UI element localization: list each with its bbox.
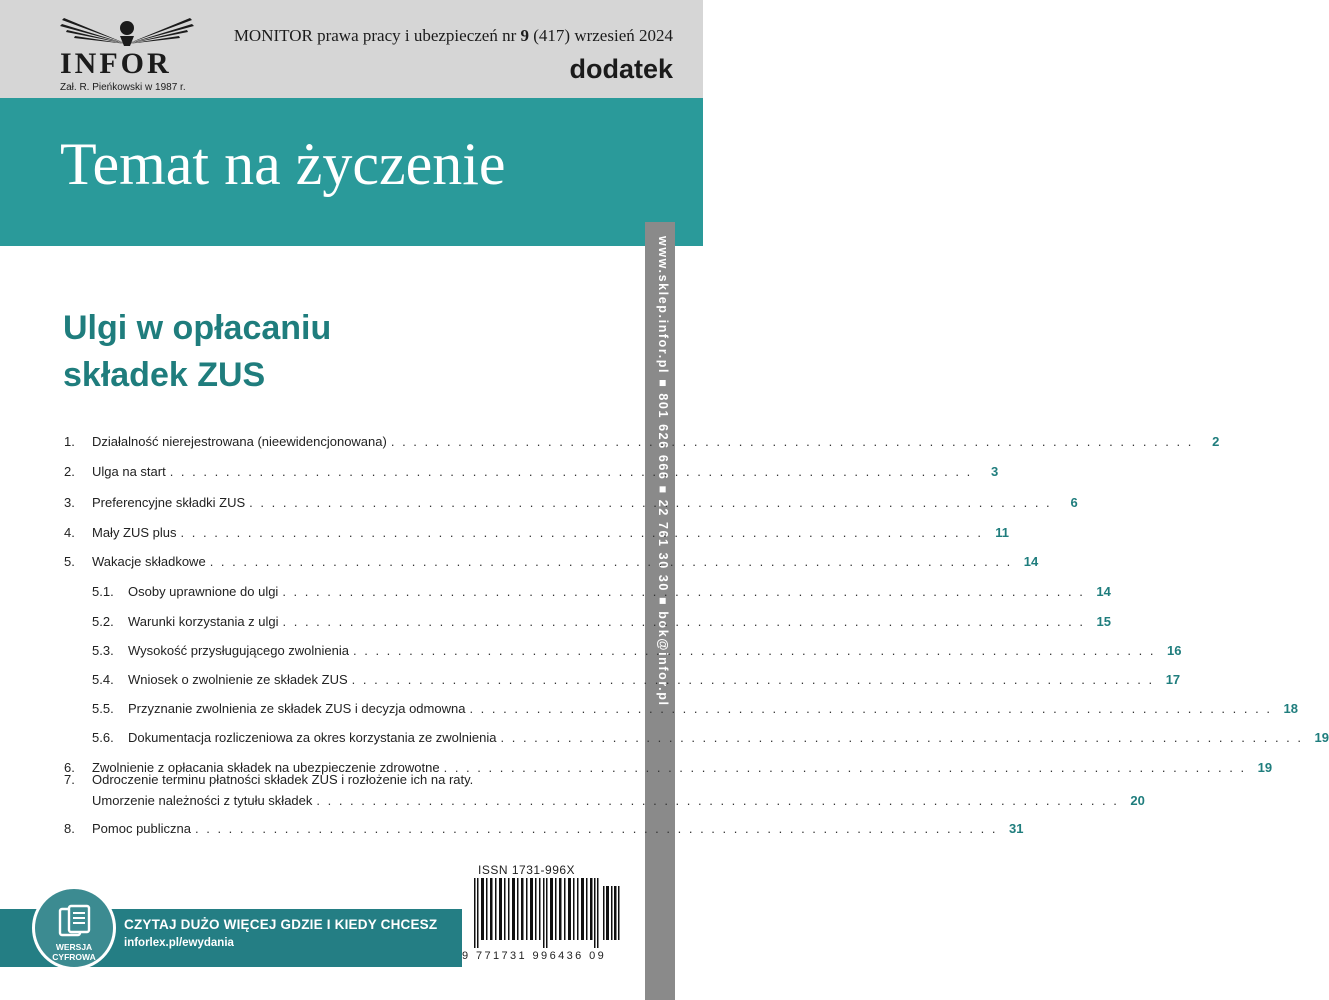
subject-title (63, 305, 331, 399)
issue-prefix: MONITOR prawa pracy i ubezpieczeń nr (233, 26, 521, 45)
toc-leader: . . . . . . . . . . . . . . . . . . . . . . . . . . . . . . . . . . . . . . . . . . . . . . . . . . . . . . . . . . . . . . . . . . . . . . . . (500, 730, 1304, 745)
toc-leader: . . . . . . . . . . . . . . . . . . . . . . . . . . . . . . . . . . . . . . . . . . . . . . . . . . . . . . . . . . . . . . . . . . . . . . . . (169, 464, 973, 479)
toc-label: Preferencyjne składki ZUS (92, 495, 246, 510)
banner-headline: CZYTAJ DUŻO WIĘCEJ GDZIE I KIEDY CHCESZ (124, 917, 438, 932)
toc-leader: . . . . . . . . . . . . . . . . . . . . . . . . . . . . . . . . . . . . . . . . . . . . . . . . . . . . . . . . . . . . . . . . . . . . . . . . (209, 554, 1013, 569)
toc-page: 20 (1130, 793, 1145, 808)
logo-text: INFOR (60, 47, 172, 80)
issn-number: ISSN 1731-996X (478, 863, 576, 877)
toc-leader: . . . . . . . . . . . . . . . . . . . . . . . . . . . . . . . . . . . . . . . . . . . . . . . . . . . . . . . . . . . . . . . . . . . . . . . . (249, 495, 1052, 510)
toc-number: 1. (64, 434, 75, 449)
toc-label: Dokumentacja rozliczeniowa za okres korzystania ze zwolnienia (128, 730, 497, 745)
toc-page: 16 (1167, 643, 1182, 658)
tablet-icon (57, 905, 93, 937)
toc-number: 5.5. (92, 701, 114, 716)
toc-leader: . . . . . . . . . . . . . . . . . . . . . . . . . . . . . . . . . . . . . . . . . . . . . . . . . . . . . . . . . . . . . . . . . . . . . . . . (351, 672, 1155, 687)
toc-leader: . . . . . . . . . . . . . . . . . . . . . . . . . . . . . . . . . . . . . . . . . . . . . . . . . . . . . . . . . . . . . . . . . . . . . . . . (282, 614, 1086, 629)
digital-version-badge[interactable] (32, 886, 116, 970)
toc-label: Działalność nierejestrowana (nieewidencjonowana) (92, 434, 387, 449)
toc-page: 17 (1165, 672, 1181, 687)
toc-number: 5.1. (92, 584, 114, 599)
toc-page: 6 (1070, 495, 1078, 510)
toc-subitem[interactable] (64, 643, 1182, 661)
toc-label-line-1: Odroczenie terminu płatności składek ZUS i rozłożenie ich na raty. (92, 772, 474, 787)
toc-label: Wakacje składkowe (92, 554, 206, 569)
toc-number: 8. (64, 821, 75, 836)
toc-leader: . . . . . . . . . . . . . . . . . . . . . . . . . . . . . . . . . . . . . . . . . . . . . . . . . . . . . . . . . . . . . . . . . . . . . . . . (195, 821, 998, 836)
toc-number: 5.3. (92, 643, 114, 658)
toc-number: 3. (64, 495, 75, 510)
toc-label: Pomoc publiczna (92, 821, 191, 836)
toc-number: 6. (64, 760, 75, 775)
toc-subitem[interactable] (64, 584, 1111, 602)
toc-number: 5.4. (92, 672, 114, 687)
toc-number: 4. (64, 525, 75, 540)
toc-label: Umorzenie należności z tytułu składek (92, 793, 313, 808)
subject-line-1: Ulgi w opłacaniu (63, 309, 332, 347)
barcode (472, 878, 622, 948)
banner-link[interactable]: inforlex.pl/ewydania (124, 937, 234, 949)
supplement-label: dodatek (569, 54, 673, 84)
wings-icon (52, 14, 202, 48)
badge-line-1: WERSJA (55, 942, 93, 952)
toc-page: 11 (995, 525, 1010, 540)
toc-item[interactable] (64, 434, 1220, 452)
side-contact-text: www.sklep.infor.pl ■ 801 626 666 ■ 22 761 30 30 ■ bok@infor.pl (656, 236, 670, 707)
toc-label: Zwolnienie z opłacania składek na ubezpieczenie zdrowotne (92, 760, 440, 775)
toc-page: 14 (1096, 584, 1111, 599)
issue-number: 9 (520, 26, 529, 45)
toc-page: 31 (1009, 821, 1024, 836)
toc-page: 2 (1212, 434, 1220, 449)
toc-number: 5.2. (92, 614, 114, 629)
toc-leader: . . . . . . . . . . . . . . . . . . . . . . . . . . . . . . . . . . . . . . . . . . . . . . . . . . . . . . . . . . . . . . . . . . . . . . . . (469, 701, 1272, 716)
toc-item[interactable] (64, 821, 1024, 839)
badge-line-2: CYFROWA (52, 952, 96, 962)
toc-leader: . . . . . . . . . . . . . . . . . . . . . . . . . . . . . . . . . . . . . . . . . . . . . . . . . . . . . . . . . . . . . . . . . . . . . . . . (390, 434, 1194, 449)
toc-item[interactable] (64, 525, 1010, 543)
toc-page: 18 (1283, 701, 1298, 716)
logo-subtitle: Zał. R. Pieńkowski w 1987 r. (60, 82, 186, 93)
toc-label: Warunki korzystania z ulgi (128, 614, 279, 629)
toc-label: Przyznanie zwolnienia ze składek ZUS i decyzja odmowna (128, 701, 466, 716)
toc-page: 3 (990, 464, 999, 479)
badge-text (35, 942, 113, 962)
toc-number: 5. (64, 554, 75, 569)
toc-subitem[interactable] (64, 730, 1329, 748)
toc-number: 2. (64, 464, 75, 479)
barcode-digits: 9 771731 996436 09 (462, 950, 607, 962)
page-title: Temat na życzenie (60, 131, 506, 197)
toc-page: 19 (1314, 730, 1329, 745)
toc-subitem[interactable] (64, 701, 1298, 719)
toc-leader: . . . . . . . . . . . . . . . . . . . . . . . . . . . . . . . . . . . . . . . . . . . . . . . . . . . . . . . . . . . . . . . . . . . . . . . . (282, 584, 1085, 599)
toc-item[interactable] (64, 554, 1039, 572)
toc-label: Wysokość przysługującego zwolnienia (128, 643, 349, 658)
toc-item[interactable] (64, 495, 1078, 513)
toc-item[interactable] (64, 464, 999, 482)
toc-leader: . . . . . . . . . . . . . . . . . . . . . . . . . . . . . . . . . . . . . . . . . . . . . . . . . . . . . . . . . . . . . . . . . . . . . . . . (180, 525, 984, 540)
toc-label: Mały ZUS plus (92, 525, 177, 540)
toc-label: Ulga na start (92, 464, 166, 479)
issue-suffix: (417) wrzesień 2024 (529, 26, 673, 45)
toc-leader: . . . . . . . . . . . . . . . . . . . . . . . . . . . . . . . . . . . . . . . . . . . . . . . . . . . . . . . . . . . . . . . . . . . . . . . . (316, 793, 1119, 808)
toc-number: 5.6. (92, 730, 114, 745)
toc-page: 19 (1257, 760, 1273, 775)
toc-subitem[interactable] (64, 614, 1112, 632)
toc-leader: . . . . . . . . . . . . . . . . . . . . . . . . . . . . . . . . . . . . . . . . . . . . . . . . . . . . . . . . . . . . . . . . . . . . . . . . (353, 643, 1156, 658)
toc-page: 14 (1023, 554, 1039, 569)
toc-label: Wniosek o zwolnienie ze składek ZUS (128, 672, 348, 687)
toc-label: Osoby uprawnione do ulgi (128, 584, 279, 599)
toc-leader: . . . . . . . . . . . . . . . . . . . . . . . . . . . . . . . . . . . . . . . . . . . . . . . . . . . . . . . . . . . . . . . . . . . . . . . . (443, 760, 1247, 775)
issue-line (234, 26, 673, 46)
subject-line-2: składek ZUS (63, 356, 266, 394)
toc-page: 15 (1096, 614, 1112, 629)
infor-logo (52, 14, 212, 92)
toc-subitem[interactable] (64, 672, 1181, 690)
toc-number: 7. (64, 772, 75, 787)
toc-item[interactable] (64, 793, 1145, 811)
